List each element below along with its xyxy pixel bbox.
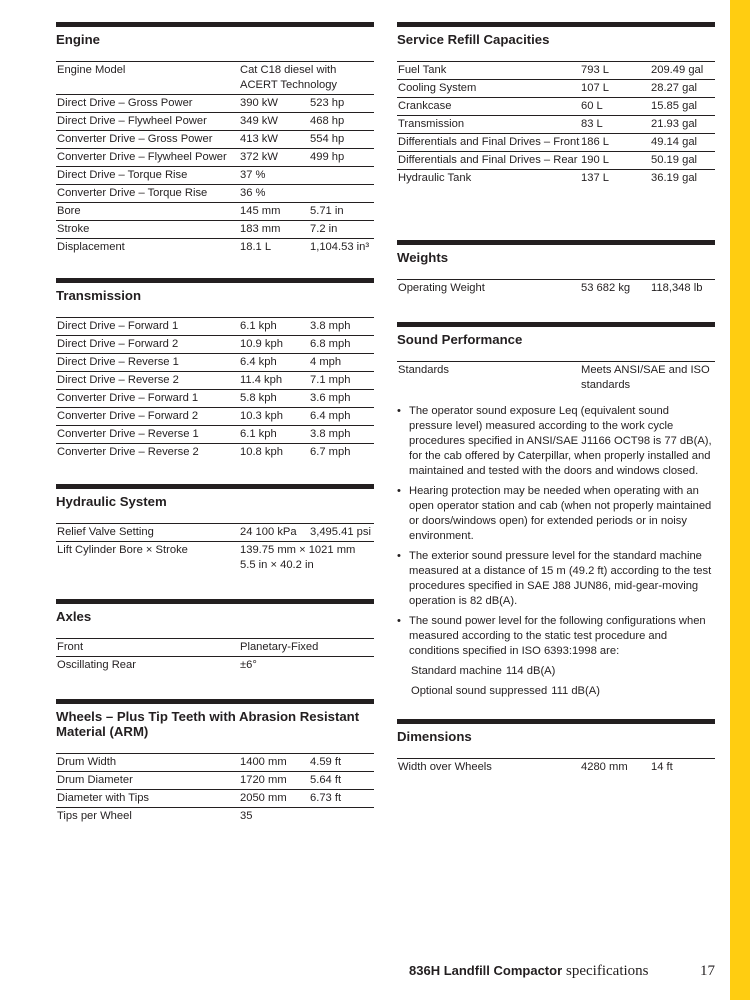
sound-note: • The exterior sound pressure level for the standard machine measured at a distance of 15 m (49.2 ft) according to the test procedures specified in SAE J88 JUN86, mid-gear-moving operation is 82 dB(A). [397, 549, 715, 609]
spec-label: Lift Cylinder Bore × Stroke [57, 544, 188, 556]
spec-value-imperial: 5.64 ft [309, 772, 374, 790]
axles-title: Axles [56, 609, 92, 624]
spec-label: Converter Drive – Forward 2 [56, 408, 239, 426]
spec-value-metric: 1400 mm [239, 754, 309, 772]
axles-table [56, 638, 374, 674]
spec-label: Converter Drive – Gross Power [56, 131, 239, 149]
spec-label: Differentials and Final Drives – Front [397, 134, 580, 152]
hydraulic-section [56, 484, 374, 574]
spec-row [397, 362, 715, 395]
spec-value-metric: 4280 mm [581, 761, 628, 773]
spec-row [56, 524, 374, 542]
spec-value-metric: 139.75 mm × 1021 mm 5.5 in × 40.2 in [240, 544, 356, 571]
spec-value-imperial: 499 hp [309, 149, 374, 167]
engine-section [56, 22, 374, 256]
spec-value-metric: 413 kW [239, 131, 309, 149]
dimensions-table [397, 758, 715, 776]
spec-value-metric: 793 L [580, 62, 650, 80]
accent-sidebar-bar [730, 0, 750, 1000]
spec-row [397, 98, 715, 116]
spec-row [397, 759, 715, 777]
spec-value-metric: 6.4 kph [239, 354, 309, 372]
spec-row [56, 239, 374, 257]
spec-value-metric: 10.3 kph [239, 408, 309, 426]
spec-value-metric: 83 L [580, 116, 650, 134]
spec-label: Operating Weight [398, 282, 485, 294]
spec-value-metric: Planetary-Fixed [239, 639, 374, 657]
spec-label: Hydraulic Tank [398, 172, 472, 184]
spec-value-imperial: 50.19 gal [650, 152, 715, 170]
hydraulic-table [56, 523, 374, 574]
spec-value-imperial: 4 mph [309, 354, 374, 372]
spec-value-imperial [309, 808, 374, 826]
spec-value-imperial: 4.59 ft [309, 754, 374, 772]
spec-row [56, 336, 374, 354]
engine-table [56, 61, 374, 256]
weights-title: Weights [397, 250, 449, 265]
spec-label: Direct Drive – Reverse 1 [56, 354, 239, 372]
spec-value-metric: 6.1 kph [239, 426, 309, 444]
spec-label: Direct Drive – Flywheel Power [56, 113, 239, 131]
spec-value-imperial: 28.27 gal [650, 80, 715, 98]
spec-value-metric: 10.8 kph [240, 446, 283, 458]
weights-section [397, 240, 715, 297]
spec-value-metric: ±6° [240, 659, 257, 671]
sound-note: • The operator sound exposure Leq (equivalent sound pressure level) measured according to the work cycle procedures specified in ANSI/SAE J1166 OCT98 is 77 dB(A), for the cab offered by Caterpillar, when properly installed and maintained and tested with the doors and windows closed. [397, 404, 715, 479]
sound-table [397, 361, 715, 394]
spec-row [56, 657, 374, 675]
spec-label: Transmission [397, 116, 580, 134]
spec-value-metric: 183 mm [239, 221, 309, 239]
sound-config-suppressed [397, 684, 715, 699]
spec-row [56, 390, 374, 408]
spec-label: Engine Model [56, 62, 239, 95]
spec-value-imperial: 7.1 mph [309, 372, 374, 390]
spec-value-metric: 137 L [581, 172, 609, 184]
spec-value-metric: 186 L [580, 134, 650, 152]
spec-label: Standards [398, 364, 449, 376]
spec-value-metric: 36 % [239, 185, 309, 203]
spec-row [56, 185, 374, 203]
spec-value-imperial: 3.8 mph [309, 318, 374, 336]
spec-row [397, 62, 715, 80]
spec-row [397, 134, 715, 152]
config-value: 111 dB(A) [551, 685, 600, 697]
transmission-table [56, 317, 374, 461]
footer-suffix: specifications [566, 963, 649, 979]
transmission-section [56, 278, 374, 461]
spec-row [56, 408, 374, 426]
wheels-table [56, 753, 374, 825]
spec-row [56, 372, 374, 390]
spec-value-metric: Meets ANSI/SAE and ISO standards [581, 364, 710, 391]
spec-value-metric: Cat C18 diesel with ACERT Technology [239, 62, 374, 95]
spec-value-metric: 6.1 kph [239, 318, 309, 336]
spec-value-imperial: 6.4 mph [309, 408, 374, 426]
spec-value-imperial: 3.6 mph [309, 390, 374, 408]
spec-label: Direct Drive – Reverse 2 [56, 372, 239, 390]
spec-row [56, 444, 374, 462]
spec-row [397, 170, 715, 188]
spec-label: Diameter with Tips [56, 790, 239, 808]
spec-label: Direct Drive – Gross Power [56, 95, 239, 113]
spec-row [56, 542, 374, 575]
spec-value-metric: 390 kW [239, 95, 309, 113]
spec-value-imperial: 7.2 in [309, 221, 374, 239]
spec-value-metric: 18.1 L [240, 241, 272, 253]
spec-label: Drum Diameter [56, 772, 239, 790]
spec-label: Cooling System [397, 80, 580, 98]
spec-row [56, 754, 374, 772]
spec-label: Relief Valve Setting [56, 524, 239, 542]
spec-row [56, 62, 374, 95]
spec-value-metric: 24 100 kPa [239, 524, 309, 542]
spec-label: Differentials and Final Drives – Rear [397, 152, 580, 170]
spec-value-imperial: 6.73 ft [309, 790, 374, 808]
spec-value-metric: 53 682 kg [581, 282, 631, 294]
spec-label: Converter Drive – Flywheel Power [56, 149, 239, 167]
spec-value-imperial: 36.19 gal [651, 172, 698, 184]
spec-row [56, 808, 374, 826]
spec-row [56, 131, 374, 149]
spec-row [56, 318, 374, 336]
dimensions-section [397, 719, 715, 776]
spec-value-imperial: 209.49 gal [650, 62, 715, 80]
spec-row [56, 167, 374, 185]
spec-value-imperial: 15.85 gal [650, 98, 715, 116]
sound-note: • The sound power level for the following configurations when measured according to the static test procedure and conditions specified in ISO 6393:1998 are: [397, 614, 715, 659]
spec-label: Direct Drive – Forward 1 [56, 318, 239, 336]
spec-label: Direct Drive – Forward 2 [56, 336, 239, 354]
sound-config-standard [397, 664, 715, 679]
spec-value-metric: 190 L [580, 152, 650, 170]
spec-value-metric: 35 [240, 810, 253, 822]
refill-title: Service Refill Capacities [397, 32, 550, 47]
spec-row [56, 772, 374, 790]
spec-row [56, 354, 374, 372]
refill-table [397, 61, 715, 187]
spec-row [56, 639, 374, 657]
spec-row [56, 113, 374, 131]
spec-value-metric: 11.4 kph [239, 372, 309, 390]
spec-value-imperial: 21.93 gal [650, 116, 715, 134]
transmission-title: Transmission [56, 288, 142, 303]
spec-value-imperial: 1,104.53 in³ [310, 241, 370, 253]
spec-value-imperial: 523 hp [309, 95, 374, 113]
spec-value-imperial [309, 167, 374, 185]
spec-value-imperial: 554 hp [309, 131, 374, 149]
refill-section [397, 22, 715, 187]
footer-model: 836H Landfill Compactor [409, 963, 563, 978]
wheels-title: Wheels – Plus Tip Teeth with Abrasion Resistant Material (ARM) [56, 709, 360, 739]
spec-row [397, 280, 715, 298]
config-label: Optional sound suppressed [411, 685, 548, 697]
spec-row [397, 152, 715, 170]
weights-table [397, 279, 715, 297]
page-number: 17 [700, 963, 715, 979]
spec-label: Displacement [57, 241, 125, 253]
spec-value-imperial: 6.8 mph [309, 336, 374, 354]
spec-value-imperial: 118,348 lb [651, 282, 703, 294]
spec-value-imperial [309, 657, 374, 675]
spec-value-metric: 349 kW [239, 113, 309, 131]
spec-label: Converter Drive – Torque Rise [56, 185, 239, 203]
sound-notes-list [397, 404, 715, 659]
spec-value-imperial: 14 ft [651, 761, 673, 773]
spec-row [56, 426, 374, 444]
spec-label: Crankcase [397, 98, 580, 116]
config-value: 114 dB(A) [505, 665, 556, 677]
spec-value-imperial: 49.14 gal [650, 134, 715, 152]
spec-value-imperial: 3,495.41 psi [309, 524, 374, 542]
spec-label: Width over Wheels [398, 761, 492, 773]
spec-value-imperial: 468 hp [309, 113, 374, 131]
spec-value-metric: 1720 mm [239, 772, 309, 790]
sound-note: • Hearing protection may be needed when operating with an open operator station and cab (when not properly maintained or doors/windows open) for extended periods or in noisy environment. [397, 484, 715, 544]
spec-row [56, 221, 374, 239]
spec-value-metric: 372 kW [239, 149, 309, 167]
spec-label: Drum Width [56, 754, 239, 772]
spec-label: Converter Drive – Reverse 1 [56, 426, 239, 444]
spec-value-imperial: 6.7 mph [310, 446, 351, 458]
spec-label: Direct Drive – Torque Rise [56, 167, 239, 185]
spec-label: Bore [56, 203, 239, 221]
sound-section [397, 322, 715, 704]
dimensions-title: Dimensions [397, 729, 472, 744]
spec-label: Front [56, 639, 239, 657]
axles-section [56, 599, 374, 674]
spec-value-metric: 60 L [580, 98, 650, 116]
wheels-section [56, 699, 374, 825]
spec-value-metric: 10.9 kph [239, 336, 309, 354]
sound-title: Sound Performance [397, 332, 523, 347]
spec-label: Converter Drive – Reverse 2 [57, 446, 199, 458]
spec-value-imperial: 5.71 in [309, 203, 374, 221]
spec-value-metric: 2050 mm [239, 790, 309, 808]
config-label: Standard machine [411, 665, 502, 677]
spec-value-metric: 107 L [580, 80, 650, 98]
spec-value-imperial [309, 185, 374, 203]
spec-value-metric: 145 mm [239, 203, 309, 221]
spec-value-metric: 37 % [239, 167, 309, 185]
spec-row [56, 149, 374, 167]
spec-row [56, 790, 374, 808]
spec-label: Tips per Wheel [57, 810, 132, 822]
spec-value-metric: 5.8 kph [239, 390, 309, 408]
spec-label: Stroke [56, 221, 239, 239]
spec-row [397, 116, 715, 134]
spec-row [56, 203, 374, 221]
page-footer [409, 962, 719, 980]
spec-label: Fuel Tank [397, 62, 580, 80]
spec-value-imperial: 3.8 mph [309, 426, 374, 444]
engine-title: Engine [56, 32, 100, 47]
hydraulic-title: Hydraulic System [56, 494, 167, 509]
spec-row [56, 95, 374, 113]
spec-label: Converter Drive – Forward 1 [56, 390, 239, 408]
spec-row [397, 80, 715, 98]
spec-label: Oscillating Rear [57, 659, 136, 671]
